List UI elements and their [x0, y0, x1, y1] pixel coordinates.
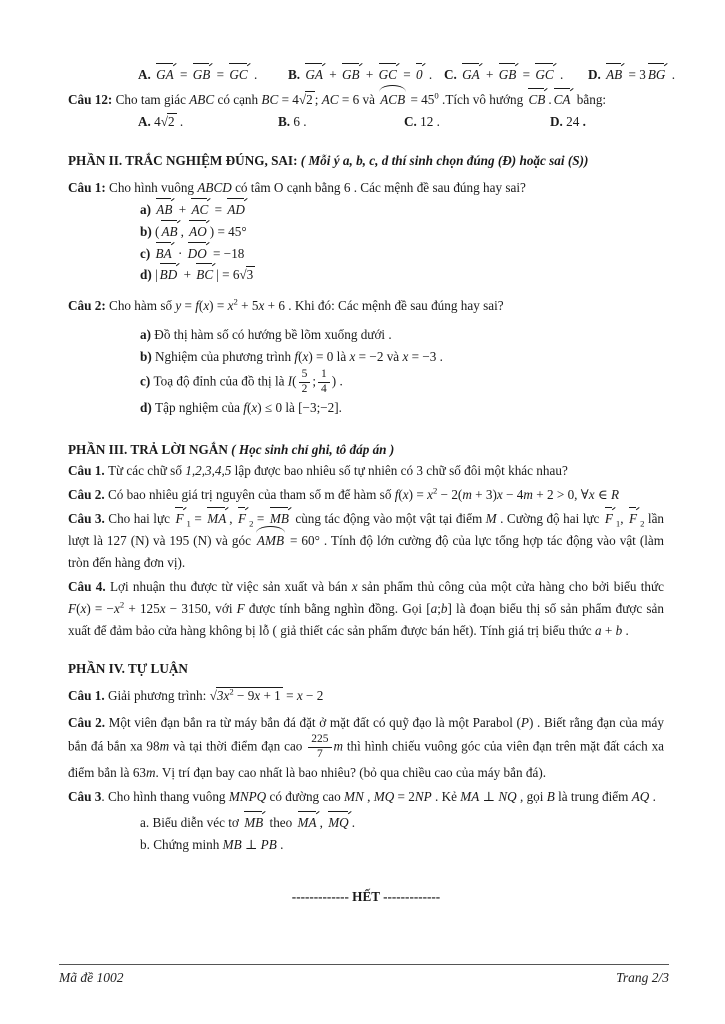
run-t: − 9 [233, 687, 255, 703]
run-t: lần lượt là 127 (N) và 195 (N) và góc [68, 511, 665, 549]
run-i: M [485, 511, 497, 527]
run-i: F [236, 600, 245, 616]
run-t: = [282, 687, 297, 703]
run-t: 12 . [420, 113, 440, 129]
run-t: + [180, 267, 195, 283]
answer-option [138, 111, 183, 133]
run-b: Câu 2: [68, 298, 110, 314]
p2-cau-2-d [68, 397, 664, 419]
run-vec: BD [159, 264, 180, 286]
run-hat: AMB [255, 530, 286, 552]
run-t: + [175, 201, 190, 217]
p2-cau-1-b [68, 221, 664, 243]
run-t: ( [198, 298, 204, 314]
run-vec: AB [160, 221, 179, 243]
run-t: | [155, 267, 158, 283]
run-t: . [250, 67, 258, 82]
run-t: Cho tam giác [115, 92, 190, 107]
run-t: Đồ thị hàm số có hướng bề lõm xuống dưới . [154, 327, 392, 343]
run-t: 4 [154, 113, 161, 129]
footer-page-number: Trang 2/3 [616, 970, 669, 985]
run-t: | = 6 [216, 267, 240, 283]
run-b: Câu 3. [68, 511, 109, 527]
run-t: − 2 [302, 687, 324, 703]
p2-cau-2-b [68, 346, 664, 368]
run-t: . [622, 622, 629, 638]
run-i: F [68, 600, 77, 616]
run-i: ABCD [197, 179, 232, 195]
run-t: ( [155, 223, 160, 239]
run-t: có cạnh [214, 92, 262, 107]
run-vec: GA [461, 64, 482, 86]
run-vec: MQ [327, 812, 351, 834]
run-b: Câu 3 [68, 788, 102, 804]
run-t: + 6 . Khi đó: Các mệnh đề sau đúng hay sai? [264, 298, 504, 314]
run-i: m [333, 738, 344, 754]
run-t: = −2 và [355, 349, 403, 365]
run-i: a [594, 622, 602, 638]
run-i: 3x [216, 687, 230, 703]
run-hat: ACB [378, 89, 407, 111]
run-b: D. [550, 113, 567, 129]
run-t: Có bao nhiêu giá trị nguyên của tham số m để hàm số [107, 487, 395, 503]
p2-cau-1-c [68, 243, 664, 265]
run-t: ⊥ [479, 788, 499, 804]
run-vec: AB [155, 199, 174, 221]
run-t: = 4 [278, 92, 299, 107]
run-i: AC [321, 92, 339, 107]
run-i: AQ [631, 788, 650, 804]
p3-cau-1 [68, 460, 664, 482]
run-i: 1,2,3,4,5 [185, 463, 232, 479]
run-i: x [159, 600, 166, 616]
run-t: 6 . [293, 113, 307, 129]
run-t: . Cho hình thang vuông [101, 788, 229, 804]
run-i: x [254, 687, 261, 703]
run-vec: BG [647, 64, 668, 86]
run-t: ) ≤ 0 là [−3;−2]. [257, 399, 342, 415]
run-t: = −3 . [408, 349, 443, 365]
run-t: Cho hình vuông [109, 179, 198, 195]
run-sub: 2 [640, 518, 645, 529]
run-t: . [176, 113, 184, 129]
run-t: 3 [246, 267, 254, 283]
run-t: ; [312, 373, 316, 389]
run-sqrt: √2 [298, 92, 313, 107]
run-i: BC [261, 92, 279, 107]
p2-cau-2-c [68, 368, 664, 397]
run-t: = 3 [625, 67, 646, 82]
run-t: ( [292, 373, 297, 389]
run-t: = [181, 298, 196, 314]
p3-cau-2 [68, 484, 664, 506]
run-t: 24 [566, 113, 583, 129]
run-t: Từ các chữ số [107, 463, 186, 479]
run-t: ∈ [594, 487, 611, 503]
run-vec: AC [190, 199, 210, 221]
run-vec: AB [605, 64, 624, 86]
p2-cau-2 [68, 295, 664, 317]
run-vec: GA [155, 64, 176, 86]
run-sup: 2 [432, 485, 438, 496]
run-t: , [363, 788, 374, 804]
run-sub: 2 [249, 518, 254, 529]
run-sup: 2 [229, 686, 234, 697]
run-i: MA [460, 788, 480, 804]
run-t: theo [266, 814, 296, 830]
run-i: R [610, 487, 620, 503]
run-t: ; [437, 600, 441, 616]
run-t: .Tích vô hướng [438, 92, 527, 107]
run-b: d) [140, 267, 156, 283]
run-t: ( [246, 399, 252, 415]
run-t: ; [314, 92, 322, 107]
run-b: b) [140, 349, 156, 365]
page-footer [59, 964, 669, 989]
run-i: ABC [189, 92, 215, 107]
phan-3-heading [68, 439, 664, 461]
run-t: = 45 [407, 92, 435, 107]
run-frac: $\frac{225}{7}$ [308, 733, 331, 762]
run-t: + 125 [124, 600, 160, 616]
run-i: x [496, 487, 503, 503]
run-t: Cho hàm số [109, 298, 176, 314]
run-i: x [258, 298, 265, 314]
run-i: x [351, 579, 358, 594]
run-vec: GC [378, 64, 399, 86]
run-t: ( [398, 487, 403, 503]
run-t: , [229, 511, 237, 527]
run-t: + 2 > 0, ∀ [532, 487, 589, 503]
run-t: = 6 và [338, 92, 379, 107]
run-b: Câu 2. [68, 487, 108, 503]
run-t: ) . [331, 373, 343, 389]
run-b: ------------- HẾT ------------- [291, 888, 441, 904]
run-t: + [362, 67, 377, 82]
run-t: là trung điểm [554, 788, 632, 804]
run-t: ( [298, 349, 303, 365]
run-b: A. [138, 113, 155, 129]
run-vec: GA [304, 64, 325, 86]
run-i: x [296, 687, 303, 703]
run-t: = [211, 201, 226, 217]
run-vec: CA [553, 89, 573, 111]
run-i: f [243, 399, 247, 415]
run-t: bằng: [573, 92, 607, 107]
run-i: MNPQ [228, 788, 267, 804]
p4-cau-3 [68, 786, 664, 808]
run-t: ] là đoạn biểu thị số sản phẩm được sản xuất để đảm bảo cửa hàng không bị lỗ ( giả thiết các sản phẩm được bán hết). Tính giá trị biểu thức [68, 600, 664, 638]
run-t: b. Chứng minh [140, 836, 223, 852]
run-frac: $\frac{1}{4}$ [318, 368, 330, 397]
run-t: Tập nghiệm của [155, 399, 244, 415]
run-i: f [195, 298, 199, 314]
run-vec: MA [206, 508, 228, 530]
run-t: ) = − [86, 600, 114, 616]
p4-cau-3-b [68, 834, 664, 856]
run-vec: AD [226, 199, 247, 221]
run-i: f [294, 349, 299, 365]
run-i: x [251, 399, 258, 415]
run-t: có tâm O cạnh bằng 6 . Các mệnh đề sau đúng hay sai? [231, 179, 526, 195]
run-i: P [520, 714, 529, 730]
run-b: Câu 4. [68, 579, 110, 594]
p4-cau-3-a [68, 812, 664, 834]
run-vec: GB [341, 64, 362, 86]
run-t: 2 [306, 92, 313, 107]
run-t: . Kẻ [431, 788, 461, 804]
answer-option [404, 111, 440, 133]
run-t: . [556, 67, 564, 82]
run-t: . [649, 788, 656, 804]
run-t: + 5 [237, 298, 259, 314]
run-t: = 60° . Tính độ lớn cường độ của lực tổng hợp tác động vào vật (làm tròn đến hàng đơn vị). [68, 533, 664, 571]
run-t: Cho hai lực [108, 511, 174, 527]
cau-12-options [68, 111, 664, 138]
run-sup: 2 [233, 296, 238, 307]
run-vec: F [604, 508, 615, 530]
p3-cau-4 [68, 576, 664, 642]
run-i: x [203, 298, 210, 314]
run-t: có đường cao [266, 788, 345, 804]
run-t: ⊥ [241, 836, 261, 852]
run-t: cùng tác động vào một vật tại điểm [291, 511, 486, 527]
run-t: ) = [408, 487, 428, 503]
answer-option [550, 111, 586, 133]
run-vec: BA [155, 243, 174, 265]
run-t: + 3) [471, 487, 497, 503]
run-i: b [615, 622, 623, 638]
run-b: c) [140, 245, 154, 261]
run-vec: GC [534, 64, 555, 86]
run-b: PHẦN III. TRẢ LỜI NGẮN [68, 441, 232, 457]
prev-question-options [68, 64, 676, 89]
run-sub: 1 [615, 518, 621, 529]
run-vec: MA [297, 812, 319, 834]
cau-12 [68, 89, 664, 111]
run-b: Câu 1. [68, 463, 108, 479]
run-sup: 0 [434, 90, 439, 101]
run-t: = [253, 511, 268, 527]
run-vec: F [237, 508, 248, 530]
phan-4-heading [68, 658, 664, 680]
run-vec: F [174, 508, 185, 530]
run-t: = −18 [209, 245, 245, 261]
answer-option [588, 64, 675, 86]
run-t: sản phẩm thủ công của một cửa hàng cho bởi biểu thức [357, 579, 665, 594]
run-sup: 2 [119, 599, 125, 610]
run-t: Giải phương trình: [107, 687, 210, 703]
run-i: x [402, 487, 409, 503]
run-frac: $\frac{5}{2}$ [299, 368, 311, 397]
run-t: = 2 [394, 788, 415, 804]
run-t: . Vị trí đạn bay cao nhất là bao nhiêu? (bỏ qua chiều cao của máy bắn đá). [155, 765, 547, 781]
run-i: MB [222, 836, 242, 852]
run-vec: CB [527, 89, 547, 111]
run-t: . [276, 836, 284, 852]
run-t: + [601, 622, 616, 638]
run-bi: ( Mỗi ý a, b, c, d thí sinh chọn đúng (Đ) hoặc sai (S)) [300, 152, 589, 168]
run-vec: GB [192, 64, 213, 86]
run-t: Lợi nhuận thu được từ việc sản xuất và bán [109, 579, 352, 594]
run-i: x [427, 487, 433, 503]
run-vec: AO [188, 221, 209, 243]
run-t: Một viên đạn bắn ra từ máy bắn đá đặt ở mặt đất có quỹ đạo là một Parabol ( [108, 714, 521, 730]
run-i: PB [260, 836, 277, 852]
run-i: x [402, 349, 409, 365]
run-t: = [176, 67, 191, 82]
run-b: d) [140, 399, 156, 415]
p2-cau-1 [68, 177, 664, 199]
run-t: và tại thời điểm đạn cao [169, 738, 307, 754]
run-b: Câu 12: [68, 92, 116, 107]
run-bi: ( Học sinh chỉ ghi, tô đáp án ) [231, 441, 395, 457]
run-sqrt: √2 [160, 113, 175, 129]
run-vec: MB [269, 508, 291, 530]
run-b: PHẦN IV. TỰ LUẬN [68, 660, 188, 676]
run-t: Toạ độ đỉnh của đồ thị là [153, 373, 288, 389]
run-i: m [146, 765, 156, 781]
run-i: b [440, 600, 448, 616]
run-i: B [546, 788, 555, 804]
run-t: − 3150, với [165, 600, 237, 616]
run-t: ) . Biết rằng đạn của máy bắn đá bắn xa 98 [68, 714, 664, 754]
phan-2-heading [68, 150, 664, 172]
run-vec: BC [195, 264, 215, 286]
run-t: , [319, 814, 327, 830]
answer-option [288, 64, 432, 86]
run-vec: DO [187, 243, 209, 265]
p2-cau-1-d [68, 264, 664, 286]
run-t: = [399, 67, 414, 82]
run-b: D. [588, 67, 605, 82]
run-vec: F [628, 508, 639, 530]
run-i: x [349, 349, 356, 365]
footer-exam-code: Mã đề 1002 [59, 970, 124, 985]
run-t: = [190, 511, 206, 527]
run-t: = [213, 67, 228, 82]
run-t: . [668, 67, 676, 82]
answer-option [444, 64, 563, 86]
end-marker [68, 886, 664, 908]
run-t: a. Biểu diễn véc tơ [140, 814, 243, 830]
run-t: + [482, 67, 497, 82]
run-t: + 1 [260, 687, 281, 703]
run-vec: GC [228, 64, 249, 86]
run-t: lập được bao nhiêu số tự nhiên có 3 chữ số đôi một khác nhau? [231, 463, 568, 479]
run-b: . [582, 113, 586, 129]
run-b: a) [140, 201, 155, 217]
run-t: . [351, 814, 355, 830]
run-t: 2 [167, 113, 175, 129]
run-b: Câu 2. [68, 714, 109, 730]
run-i: MN [344, 788, 364, 804]
run-i: m [159, 738, 170, 754]
run-t: = [519, 67, 534, 82]
run-i: x [588, 487, 595, 503]
run-b: Câu 1: [68, 179, 110, 195]
run-sqrt: √3 [239, 267, 254, 283]
run-sub: 1 [186, 518, 191, 529]
run-i: x [227, 298, 234, 314]
run-b: C. [404, 113, 421, 129]
run-t: . [548, 92, 552, 107]
run-b: A. [138, 67, 155, 82]
run-b: PHẦN II. TRẮC NGHIỆM ĐÚNG, SAI: [68, 152, 301, 168]
run-b: B. [288, 67, 304, 82]
run-t: − 4 [502, 487, 524, 503]
run-i: y [175, 298, 182, 314]
run-b: b) [140, 223, 156, 239]
run-t: ( [76, 600, 81, 616]
run-i: m [462, 487, 472, 503]
run-i: x [113, 600, 120, 616]
run-t: , [620, 511, 628, 527]
run-b: c) [140, 373, 154, 389]
run-t: được tính bằng nghìn đồng. Gọi [ [244, 600, 431, 616]
run-t: . Cường độ hai lực [496, 511, 603, 527]
run-t: , gọi [516, 788, 547, 804]
run-i: f [394, 487, 399, 503]
document-body [68, 64, 676, 908]
run-i: NP [414, 788, 432, 804]
run-sqrt: $√3x^2 - 9x + 1$ [209, 686, 281, 703]
run-t: , [180, 223, 188, 239]
run-i: NQ [498, 788, 517, 804]
run-t: ) = [209, 298, 228, 314]
run-i: MQ [373, 788, 395, 804]
run-vec: 0 [415, 64, 425, 86]
run-b: Câu 1. [68, 687, 108, 703]
answer-option [138, 64, 257, 86]
run-i: m [523, 487, 533, 503]
run-i: I [287, 373, 293, 389]
run-t: . [425, 67, 433, 82]
p4-cau-2 [68, 712, 664, 784]
run-t: ) = 45° [209, 223, 247, 239]
run-t: − 2( [437, 487, 463, 503]
run-b: B. [278, 113, 294, 129]
run-t: + [325, 67, 341, 82]
run-b: a) [140, 327, 155, 343]
answer-option [278, 111, 307, 133]
run-t: · [174, 245, 186, 261]
run-vec: MB [243, 812, 265, 834]
run-vec: GB [498, 64, 519, 86]
run-b: C. [444, 67, 461, 82]
p3-cau-3 [68, 508, 664, 574]
run-i: x [302, 349, 309, 365]
run-i: a [430, 600, 438, 616]
run-t: ) = 0 là [308, 349, 350, 365]
p4-cau-1 [68, 685, 664, 707]
run-t: thì hình chiếu vuông góc của viên đạn trên mặt đất cách xa điểm bắn là 63 [68, 738, 665, 781]
p2-cau-2-a [68, 324, 664, 346]
run-i: x [80, 600, 87, 616]
p2-cau-1-a [68, 199, 664, 221]
run-t: Nghiệm của phương trình [155, 349, 295, 365]
